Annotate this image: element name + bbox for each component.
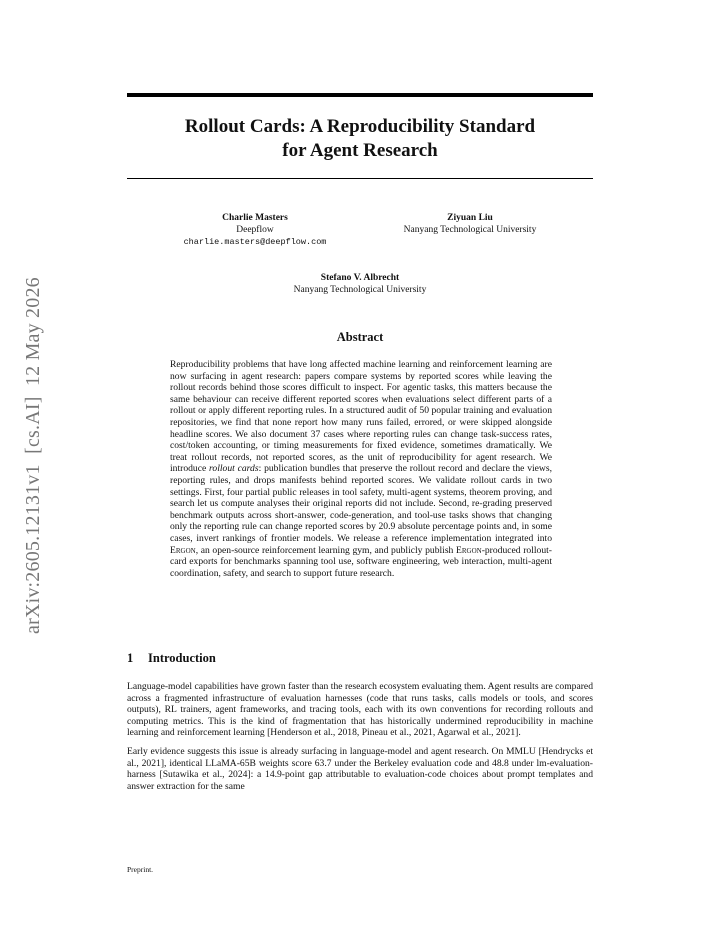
author-affiliation: Nanyang Technological University (293, 285, 427, 295)
author-block-3 (260, 272, 460, 296)
abstract-emphasis: rollout cards (209, 463, 259, 475)
abstract-text-4: -produced rollout-card exports for benchmarks spanning tool use, software engineering, web interaction, multi-agent coordination, safety, and search to support future research. (170, 544, 552, 579)
arxiv-identifier-stamp: arXiv:2605.12131v1 [cs.AI] 12 May 2026 (22, 277, 44, 634)
abstract-text-1: Reproducibility problems that have long affected machine learning and reinforcement learning are now surfacing in agent research: papers compare systems by reported scores while leaving the rollout records behind those scores difficult to inspect. For agentic tasks, this matters because the same behaviour can receive different reported scores when evaluations select different parts of a rollout or apply different reporting rules. In a structured audit of 50 popular training and evaluation repositories, we find that none report how many runs failed, errored, or were skipped alongside headline scores. We also document 37 cases where reporting rules can change task-success rates, cost/token accounting, or timing measurements for fixed evidence, sometimes dramatically. We treat rollout records, not reported scores, as the unit of reproducibility for agent research. We introduce (170, 359, 552, 475)
author-affiliation: Nanyang Technological University (403, 225, 537, 235)
author-name: Charlie Masters (222, 213, 288, 223)
author-block-2 (380, 212, 560, 236)
ergon-name: Ergon (170, 544, 196, 556)
footer-note: Preprint. (127, 865, 154, 874)
abstract-text-2: : publication bundles that preserve the rollout record and declare the views, reporting rules, and drops manifests behind reported scores. We validate rollout cards in two settings. First, four partial public releases in tool safety, multi-agent systems, theorem proving, and search let us compute analyses their original reports did not include. Second, re-grading preserved benchmark outputs across short-answer, code-generation, and tool-use tasks shows that changing only the reporting rule can change reported scores by 20.9 absolute percentage points and, in some cases, invert rankings of frontier models. We release a reference implementation integrated into (170, 463, 552, 544)
section-number: 1 (127, 651, 134, 665)
ergon-name: Ergon (455, 544, 482, 556)
abstract-text-3: , an open-source reinforcement learning gym, and publicly publish (195, 544, 456, 556)
abstract-body (170, 359, 552, 579)
title-line-1: Rollout Cards: A Reproducibility Standard (184, 116, 536, 137)
author-name: Ziyuan Liu (447, 213, 493, 223)
paragraph: Language-model capabilities have grown faster than the research ecosystem evaluating them. Agent results are compared across a fragmented infrastructure of evaluation harnesses (code that runs tasks, calls models or tools, and scores outputs), RL trainers, agent frameworks, and tracing tools, each with its own conventions for recording rollouts and computing metrics. This is the kind of fragmentation that has historically undermined reproducibility in machine learning and reinforcement learning [Henderson et al., 2018, Pineau et al., 2021, Agarwal et al., 2021]. (127, 681, 593, 739)
author-name: Stefano V. Albrecht (320, 273, 400, 283)
section-title: Introduction (148, 651, 216, 665)
abstract-heading: Abstract (336, 330, 384, 344)
author-affiliation: Deepflow (236, 225, 274, 235)
section-heading (127, 651, 216, 666)
paper-title (127, 115, 593, 163)
paragraph: Early evidence suggests this issue is already surfacing in language-model and agent research. On MMLU [Hendrycks et al., 2021], identical LLaMA-65B weights score 63.7 under the Berkeley evaluation code and 48.8 under lm-evaluation-harness [Sutawika et al., 2024]: a 14.9-point gap attributable to evaluation-code choices about prompt templates and answer extraction for the same (127, 746, 593, 792)
author-block-1 (160, 212, 350, 248)
title-top-rule (127, 93, 593, 97)
author-email: charlie.masters@deepflow.com (183, 237, 327, 247)
title-bottom-rule (127, 178, 593, 179)
title-line-2: for Agent Research (282, 140, 438, 161)
